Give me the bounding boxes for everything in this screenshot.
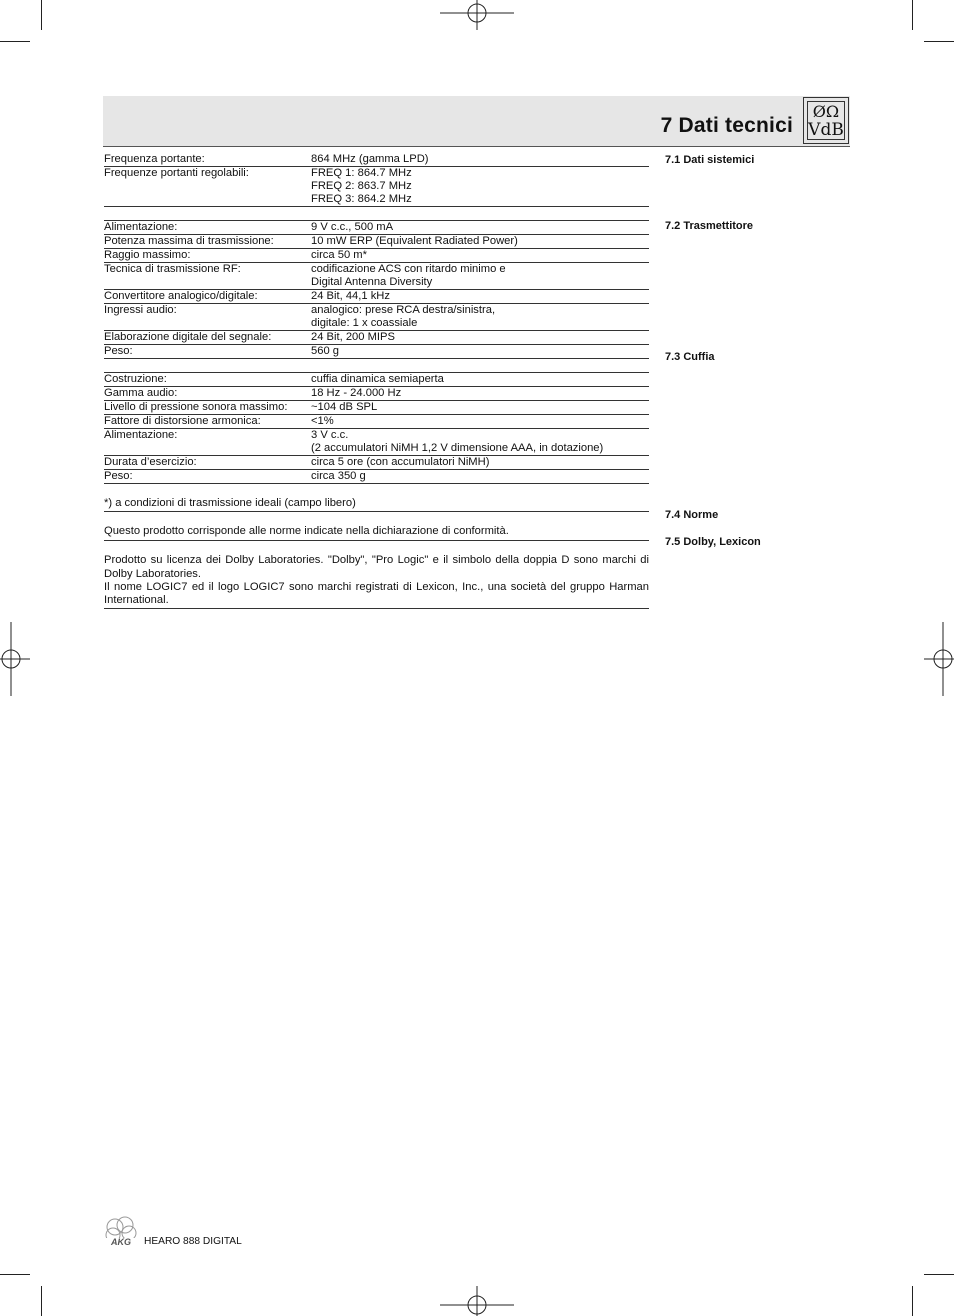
spec-row xyxy=(104,429,649,456)
page-title: 7 Dati tecnici xyxy=(660,114,793,137)
spec-value: 560 g xyxy=(311,345,339,357)
spec-row xyxy=(104,470,649,483)
spec-value: ~104 dB SPL xyxy=(311,401,378,413)
crop-mark xyxy=(41,0,42,30)
spec-row xyxy=(104,373,649,387)
registration-mark-icon xyxy=(924,622,954,696)
spec-row xyxy=(104,153,649,167)
spec-label: Durata d’esercizio: xyxy=(104,456,197,468)
crop-mark xyxy=(41,1286,42,1316)
spec-value: 18 Hz - 24.000 Hz xyxy=(311,387,402,399)
spacer xyxy=(104,512,649,525)
spec-value: codificazione ACS con ritardo minimo e Digital Antenna Diversity xyxy=(311,263,506,288)
spec-label: Tecnica di trasmissione RF: xyxy=(104,263,241,275)
spec-label: Fattore di distorsione armonica: xyxy=(104,415,261,427)
footnote: *) a condizioni di trasmissione ideali (campo libero) xyxy=(104,497,649,512)
spec-label: Costruzione: xyxy=(104,373,167,385)
norms-text: Questo prodotto corrisponde alle norme indicate nella dichiarazione di conformità. xyxy=(104,525,649,541)
crop-mark xyxy=(912,1286,913,1316)
spec-label: Peso: xyxy=(104,345,133,357)
spec-row xyxy=(104,167,649,206)
spec-row xyxy=(104,415,649,429)
spec-label: Ingressi audio: xyxy=(104,304,177,316)
section-heading-system: 7.1 Dati sistemici xyxy=(665,154,755,166)
spec-value: analogico: prese RCA destra/sinistra, digitale: 1 x coassiale xyxy=(311,304,496,329)
spec-value: <1% xyxy=(311,415,334,427)
spec-value: circa 350 g xyxy=(311,470,366,482)
spacer xyxy=(104,484,649,497)
spec-label: Potenza massima di trasmissione: xyxy=(104,235,274,247)
product-name: HEARO 888 DIGITAL xyxy=(144,1236,242,1247)
spec-row xyxy=(104,249,649,263)
logo-bottom-text: VdB xyxy=(808,120,844,140)
spec-label: Peso: xyxy=(104,470,133,482)
spec-row xyxy=(104,331,649,345)
spacer xyxy=(104,541,649,554)
spec-row xyxy=(104,221,649,235)
spec-label: Frequenza portante: xyxy=(104,153,205,165)
chapter-header xyxy=(103,96,850,147)
spec-value: 864 MHz (gamma LPD) xyxy=(311,153,429,165)
spec-label: Gamma audio: xyxy=(104,387,178,399)
registration-mark-icon xyxy=(0,622,30,696)
crop-mark xyxy=(924,1274,954,1275)
spec-value: circa 5 ore (con accumulatori NiMH) xyxy=(311,456,490,468)
spec-row xyxy=(104,304,649,331)
section-heading-norms: 7.4 Norme xyxy=(665,509,719,521)
section-heading-headphone: 7.3 Cuffia xyxy=(665,351,715,363)
spec-group-transmitter xyxy=(104,221,649,359)
spec-row xyxy=(104,345,649,358)
spec-value: 3 V c.c. (2 accumulatori NiMH 1,2 V dimensione AAA, in dotazione) xyxy=(311,429,604,454)
spec-label: Elaborazione digitale del segnale: xyxy=(104,331,272,343)
logo-top-text: ØΩ xyxy=(812,102,840,121)
spec-label: Convertitore analogico/digitale: xyxy=(104,290,258,302)
spacer xyxy=(104,207,649,221)
spec-value: 24 Bit, 200 MIPS xyxy=(311,331,395,343)
spec-row xyxy=(104,235,649,249)
vdb-logo xyxy=(803,97,849,144)
spec-label: Alimentazione: xyxy=(104,429,178,441)
spec-value: circa 50 m* xyxy=(311,249,367,261)
crop-mark xyxy=(912,0,913,30)
registration-mark-icon xyxy=(440,1286,514,1316)
spec-label: Raggio massimo: xyxy=(104,249,191,261)
spec-value: 24 Bit, 44,1 kHz xyxy=(311,290,390,302)
spec-content xyxy=(104,153,649,609)
spec-value: FREQ 1: 864.7 MHz FREQ 2: 863.7 MHz FREQ 3: 864.2 MHz xyxy=(311,167,412,205)
spec-value: cuffia dinamica semiaperta xyxy=(311,373,444,385)
spec-row xyxy=(104,456,649,470)
registration-mark-icon xyxy=(440,0,514,30)
spacer xyxy=(104,359,649,373)
crop-mark xyxy=(0,41,30,42)
section-heading-dolby: 7.5 Dolby, Lexicon xyxy=(665,536,761,548)
spec-label: Livello di pressione sonora massimo: xyxy=(104,401,288,413)
crop-mark xyxy=(0,1274,30,1275)
spec-row xyxy=(104,290,649,304)
section-heading-transmitter: 7.2 Trasmettitore xyxy=(665,220,754,232)
logo-text: AKG xyxy=(111,1237,131,1247)
spec-row xyxy=(104,401,649,415)
spec-row xyxy=(104,263,649,290)
spec-label: Alimentazione: xyxy=(104,221,178,233)
spec-value: 10 mW ERP (Equivalent Radiated Power) xyxy=(311,235,518,247)
spec-value: 9 V c.c., 500 mA xyxy=(311,221,394,233)
spec-group-system xyxy=(104,153,649,207)
spec-row xyxy=(104,387,649,401)
dolby-text: Prodotto su licenza dei Dolby Laboratories. "Dolby", "Pro Logic" e il simbolo della doppia D sono marchi di Dolby Laboratories. xyxy=(104,554,649,580)
lexicon-text: Il nome LOGIC7 ed il logo LOGIC7 sono marchi registrati di Lexicon, Inc., una società del gruppo Harman International. xyxy=(104,580,649,607)
akg-logo xyxy=(103,1216,139,1248)
spec-group-headphone xyxy=(104,373,649,484)
trademark-block xyxy=(104,554,649,609)
crop-mark xyxy=(924,41,954,42)
spec-label: Frequenze portanti regolabili: xyxy=(104,167,249,179)
